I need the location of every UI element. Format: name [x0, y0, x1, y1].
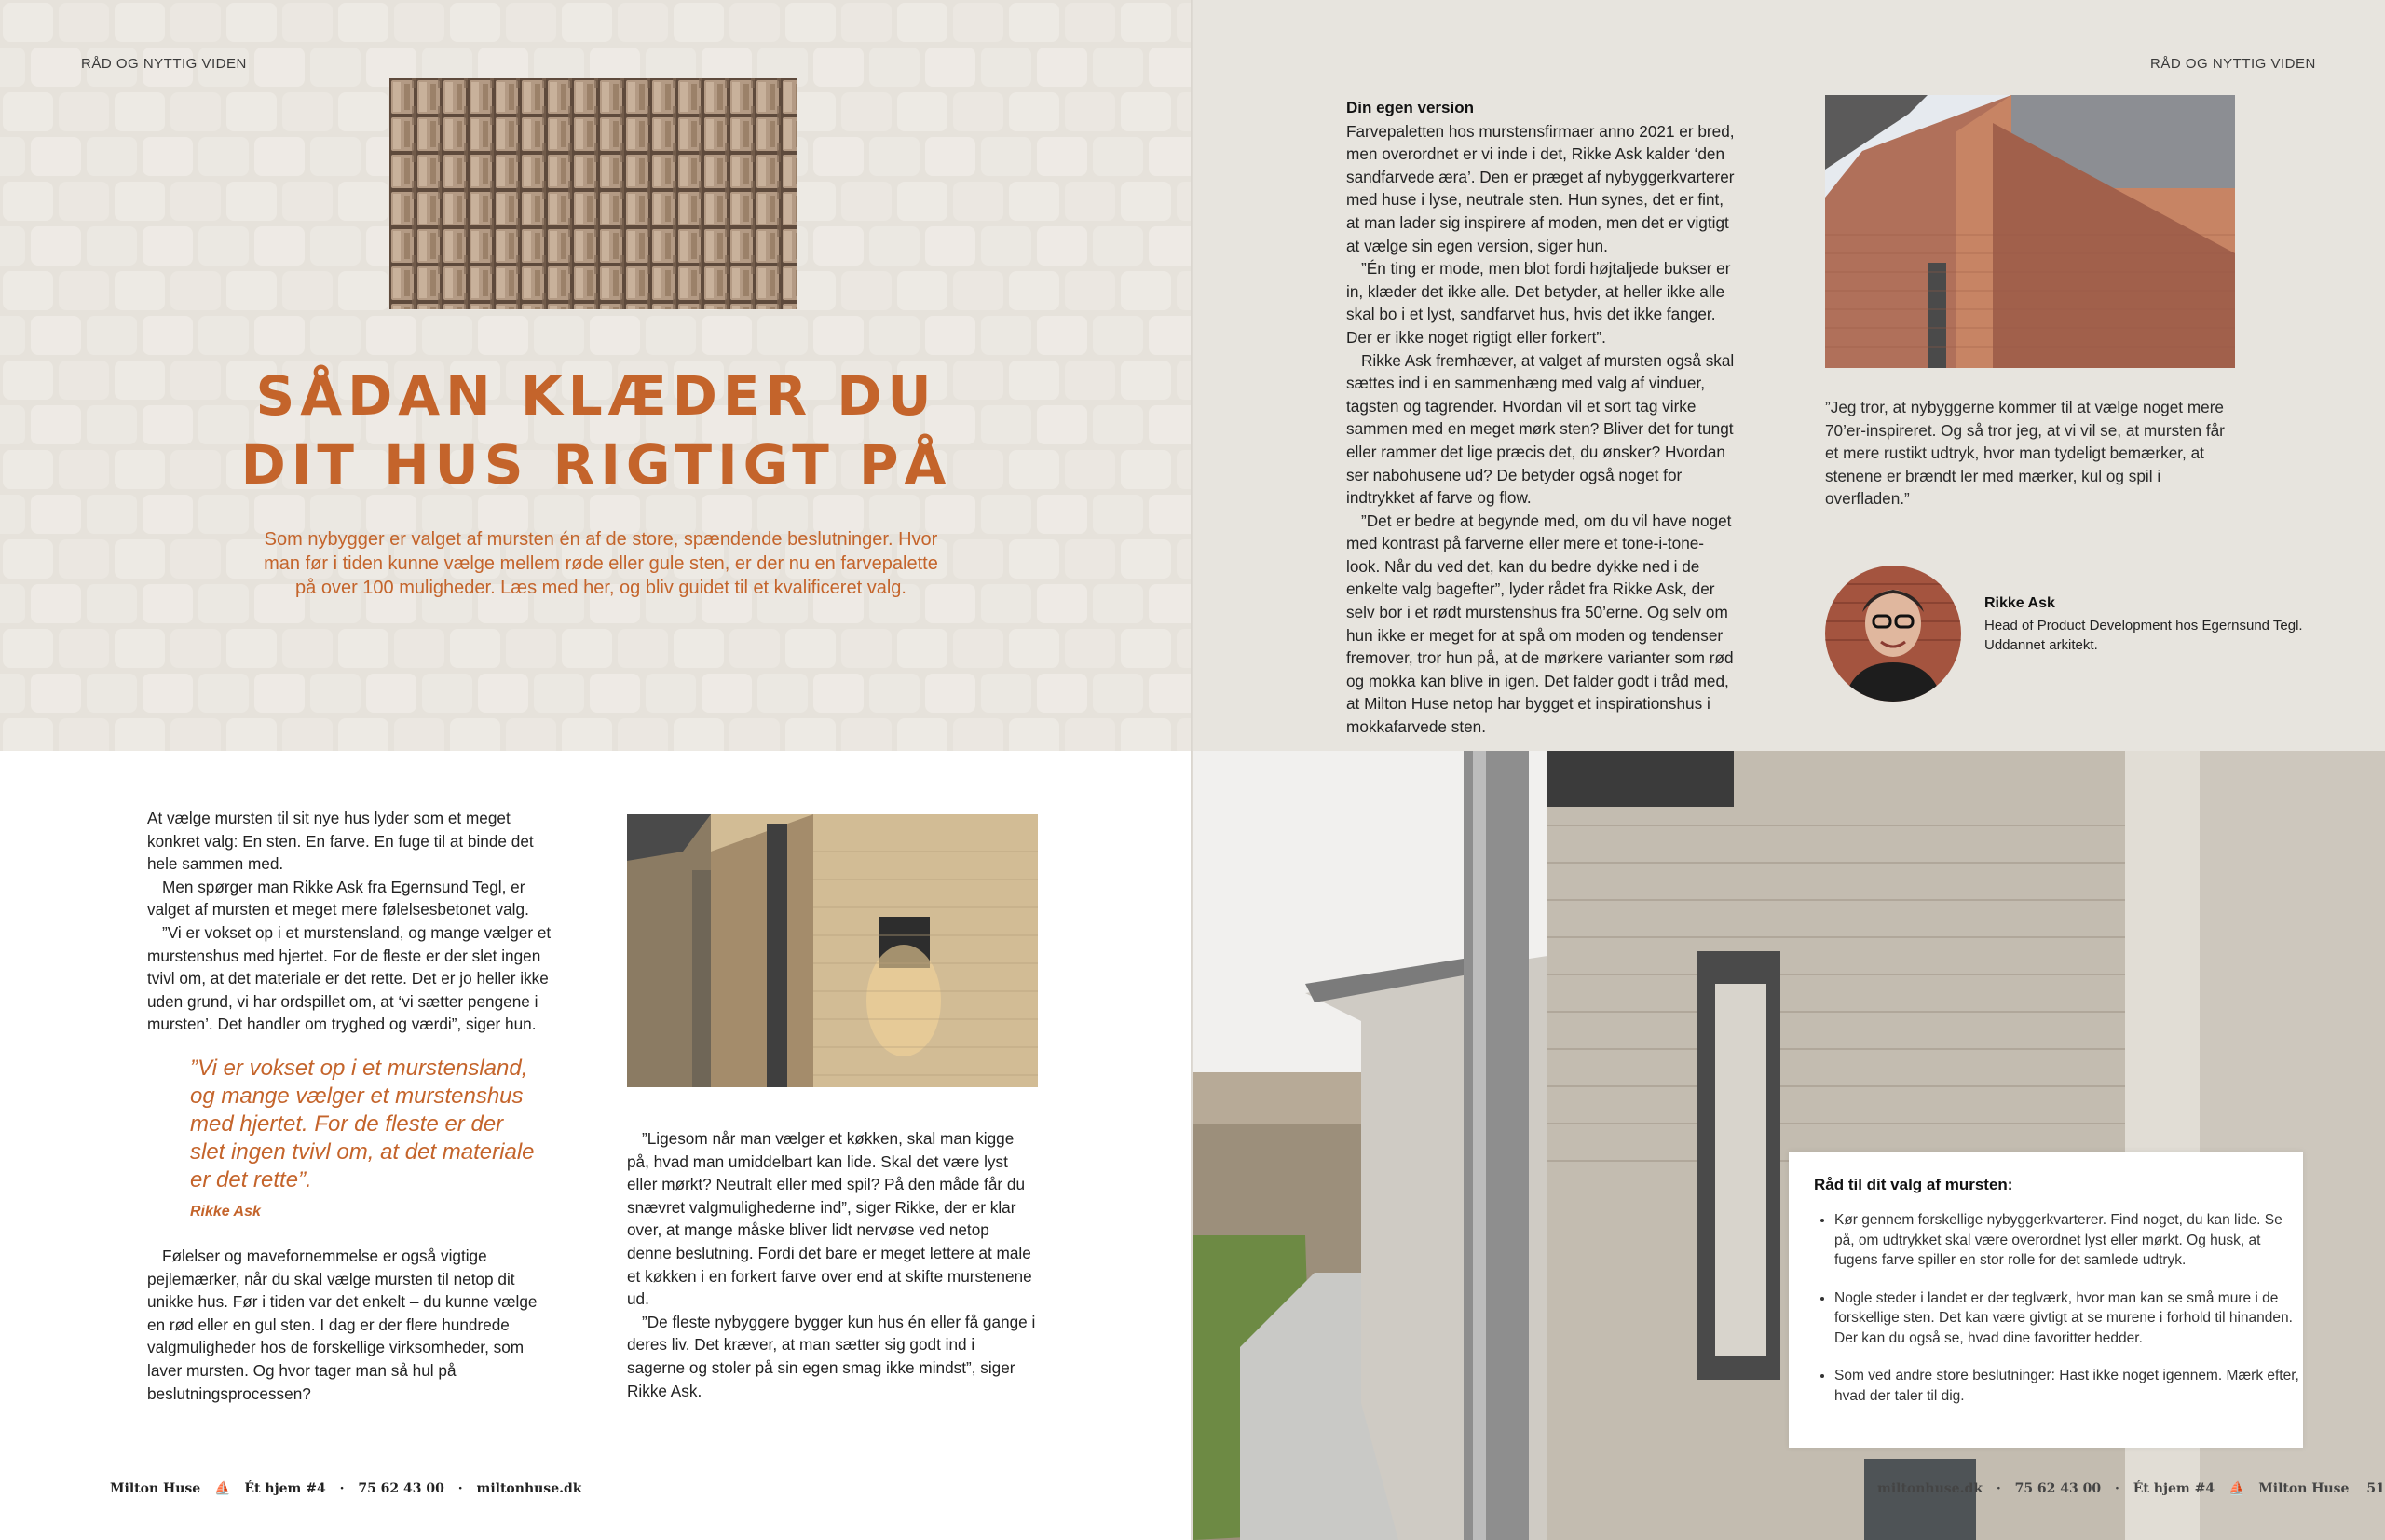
footer-web: miltonhuse.dk [476, 1481, 582, 1496]
paragraph: Men spørger man Rikke Ask fra Egernsund Tegl, er valget af mursten et meget mere følelsesbetonet valg. [147, 877, 529, 920]
brick-stack-photo [389, 78, 797, 309]
paragraph: ”Vi er vokset op i et murstensland, og mange vælger et murstenshus med hjertet. For de fleste er der slet ingen tvivl om, at det materiale er det rette. Det er jo heller ikke uden grund, vi har ordspillet om, at ‘vi sætter pengene i mursten’. Det handler om tryghed og værdi”, siger hun. [147, 922, 552, 1034]
section-tag: RÅD OG NYTTIG VIDEN [81, 56, 247, 72]
page-spine [1191, 0, 1193, 1540]
footer-brand: Milton Huse [2258, 1481, 2350, 1496]
tips-list [1814, 1210, 2300, 1424]
left-hero-panel [0, 0, 1191, 751]
middle-article-column [627, 1127, 1037, 1402]
lead-paragraph: Som nybygger er valget af mursten én af de store, spændende beslutninger. Hvor man før i tiden kunne vælge mellem røde eller gule sten, er der nu en farvepalette på over 100 muligheder. Læs med her, og bliv guidet til et kvalificeret valg. [264, 529, 938, 598]
tip-item: • Som ved andre store beslutninger: Hast ikke noget igennem. Mærk efter, hvad der taler til dig. [1834, 1366, 2300, 1406]
headline-line-1: SÅDAN KLÆDER DU [255, 364, 937, 428]
paragraph: Følelser og mavefornemmelse er også vigtige pejlemærker, når du skal vælge mursten til netop dit unikke hus. Før i tiden var det enkelt – du kunne vælge en rød eller en gul sten. I dag er der flere hundrede valgmuligheder hos de forskellige virksomheder, som laver mursten. Og hvor tager man så hul på beslutningsprocessen? [147, 1247, 538, 1403]
page-number: 51 [2366, 1481, 2385, 1496]
footer-issue: Ét hjem #4 [244, 1481, 326, 1496]
tip-item: • Nogle steder i landet er der teglværk, hvor man kan se små mure i de forskellige sten. Det kan være givtigt at se murene i forhold til hinanden. Der kan du også se, hvad dine favoritter hedder. [1834, 1288, 2300, 1349]
paragraph: ”De fleste nybyggere bygger kun hus én eller få gange i deres liv. Det kræver, at man sætter sig godt ind i sagerne og stoler på sin egen smag ikke mindst”, siger Rikke Ask. [627, 1312, 1036, 1400]
footer-issue: Ét hjem #4 [2133, 1481, 2215, 1496]
person-education: Uddannet arkitekt. [1984, 637, 2098, 653]
footer-phone: 75 62 43 00 [358, 1481, 444, 1496]
tip-item: • Kør gennem forskellige nybyggerkvarterer. Find noget, du kan lide. Se på, om udtrykket skal være overordnet lyst eller mørkt. Og husk, at fugens farve spiller en stor rolle for det samlede udtryk. [1834, 1210, 2300, 1271]
section-tag-right: RÅD OG NYTTIG VIDEN [2150, 56, 2316, 72]
paragraph: Rikke Ask fremhæver, at valget af mursten også skal sættes ind i en sammenhæng med valg af vinduer, tagsten og tagrender. Hvordan vil et sort tag virke sammen med en meget mørk sten? Bliver det for tungt eller rammer det lige præcis det, du ønsker? Hvordan ser nabohusene ud? De betyder også noget for indtrykket af farve og flow. [1346, 350, 1735, 508]
brick-house-photo [1825, 95, 2235, 368]
paragraph: At vælge mursten til sit nye hus lyder som et meget konkret valg: En sten. En farve. En fuge til at binde det hele sammen med. [147, 809, 534, 874]
paragraph: ”Ligesom når man vælger et køkken, skal man kigge på, hvad man umiddelbart kan lide. Skal det være lyst eller mørkt? Neutralt eller med spil? På den måde får du snævret valgmulighederne ind”, siger Rikke, der er klar over, at mange måske bliver lidt nervøse ved netop denne beslutning. Fordi det bare er meget lettere at male et køkken i en forkert farve over end at skifte murstenene ud. [627, 1129, 1032, 1309]
pull-quote: ”Vi er vokset op i et murstensland, og mange vælger et murstenshus med hjertet. For de fleste er der slet ingen tvivl om, at det materiale er det rette”. [190, 1056, 535, 1192]
subhead: Din egen version [1346, 99, 1474, 116]
footer-left: Milton Huse ⛵ Ét hjem #4 · 75 62 43 00 · miltonhuse.dk [110, 1481, 582, 1496]
left-article-column [147, 807, 557, 1036]
footer-right: miltonhuse.dk · 75 62 43 00 · Ét hjem #4 ⛵ Milton Huse 51 [1877, 1481, 2385, 1496]
person-title: Head of Product Development hos Egernsund Tegl. [1984, 618, 2303, 634]
person-name: Rikke Ask [1984, 595, 2055, 611]
article-headline [168, 361, 1025, 499]
wall-lamp-photo [627, 814, 1038, 1087]
pull-quote-author: Rikke Ask [190, 1204, 261, 1220]
left-article-column-2 [147, 1245, 557, 1405]
right-article-column [1346, 97, 1738, 739]
paragraph: ”Én ting er mode, men blot fordi højtaljede bukser er in, klæder det ikke alle. Det betyder, at heller ikke alle skal bo i et lyst, sandfarvet hus, hvis det ikke fanger. Der er ikke noget rigtigt eller forkert”. [1346, 259, 1731, 347]
paragraph: ”Det er bedre at begynde med, om du vil have noget med kontrast på farverne eller mere et tone-i-tone-look. Når du ved det, kan du bedre dykke ned i de enkelte valg bagefter”, lyder rådet fra Rikke Ask, der selv bor i et rødt murstenshus fra 50’erne. Og selv om hun ikke er meget for at spå om moden og tendenser fremover, tror hun på, at de mørkere varianter som rød og mokka kan blive in igen. Det falder godt i tråd med, at Milton Huse netop har bygget et inspirationshus i mokkafarvede sten. [1346, 511, 1734, 737]
tips-title: Råd til dit valg af mursten: [1814, 1176, 2013, 1193]
footer-web: miltonhuse.dk [1877, 1481, 1983, 1496]
paragraph: Farvepaletten hos murstensfirmaer anno 2021 er bred, men overordnet er vi inde i det, Rikke Ask kalder ‘den sandfarvede æra’. Den er præget af nybyggerkvarterer med huse i lyse, neutrale sten. Hun synes, det er fint, at man lader sig inspirere af moden, men det er vigtigt at vælge sin egen version, siger hun. [1346, 121, 1735, 255]
footer-brand: Milton Huse [110, 1481, 201, 1496]
portrait-photo [1825, 566, 1961, 702]
boat-icon: ⛵ [214, 1481, 231, 1496]
person-role [1984, 616, 2320, 655]
footer-phone: 75 62 43 00 [2014, 1481, 2102, 1496]
tips-box [1789, 1152, 2303, 1448]
photo-caption-quote: ”Jeg tror, at nybyggerne kommer til at vælge noget mere 70’er-inspireret. Og så tror jeg, at vi vil se, at mursten får et mere rustikt udtryk, hvor man tydeligt bemærker, at stenene er brændt ler med mærker, kul og spil i overfladen.” [1825, 398, 2225, 509]
boat-icon: ⛵ [2228, 1481, 2245, 1496]
headline-line-2: DIT HUS RIGTIGT PÅ [240, 433, 952, 497]
